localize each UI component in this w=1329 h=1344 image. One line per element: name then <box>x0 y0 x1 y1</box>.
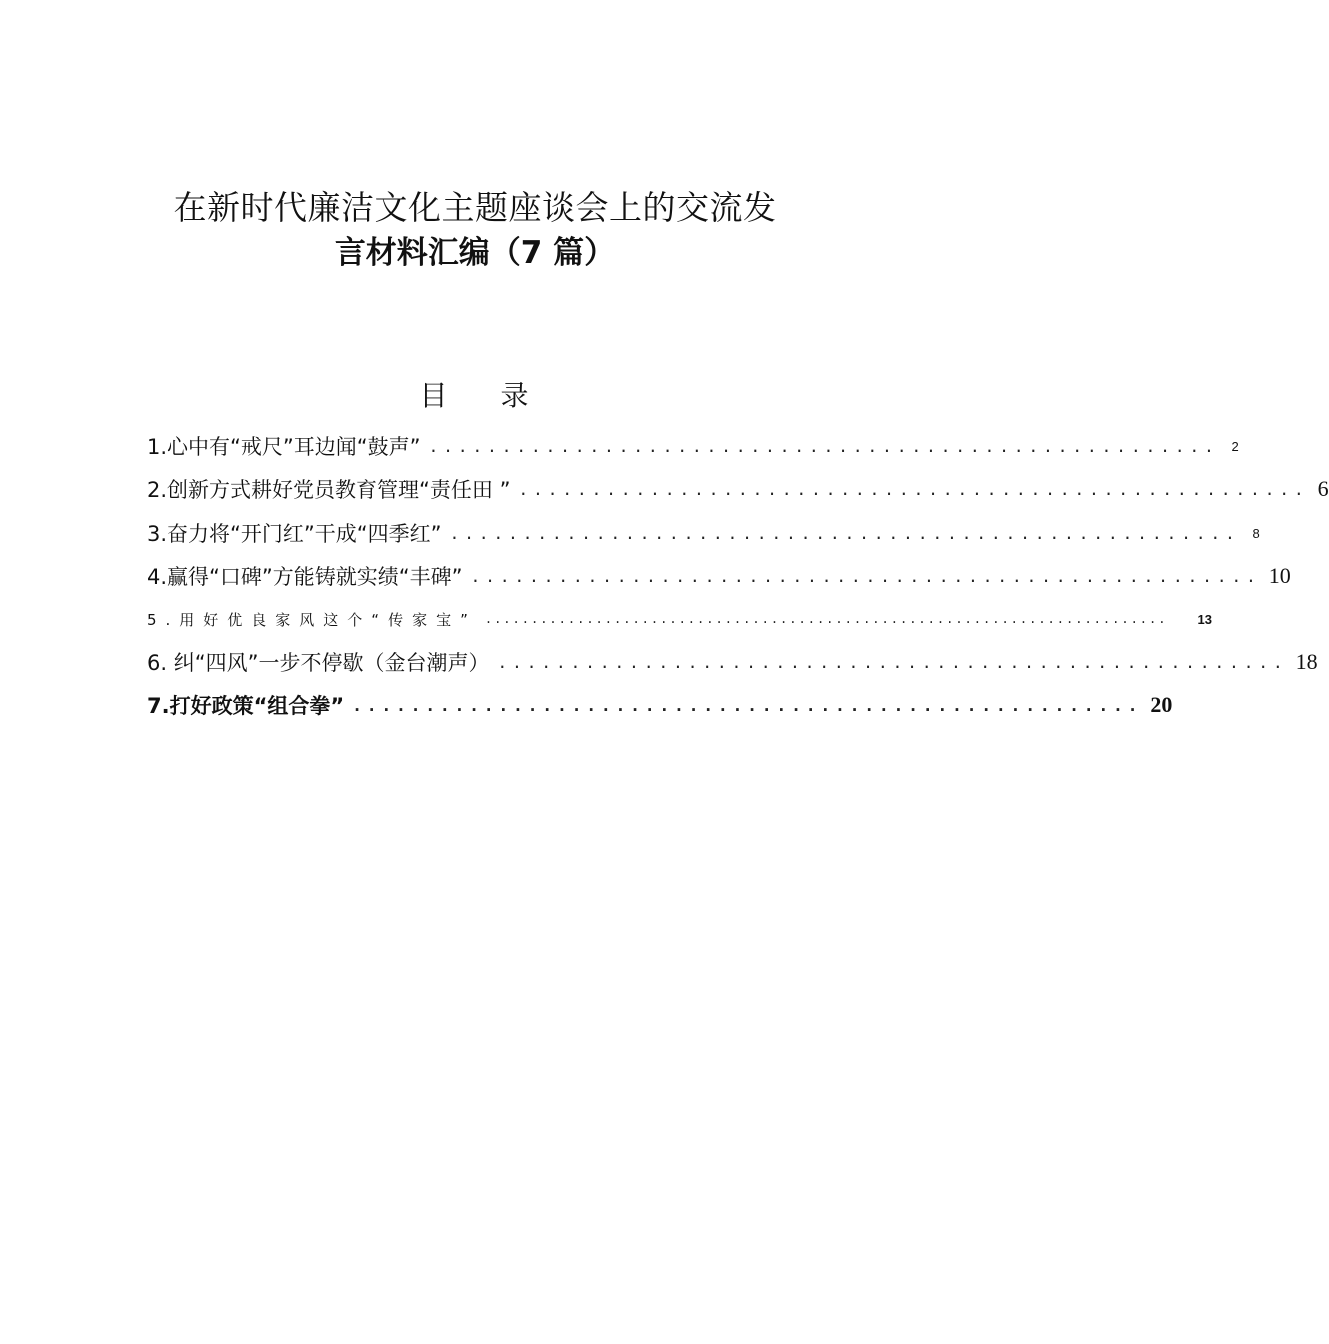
toc-entry-label: 2.创新方式耕好党员教育管理“责任田 ” <box>147 478 511 502</box>
toc-entry-label: 3.奋力将“开门红”干成“四季红” <box>147 522 442 546</box>
toc-entry[interactable] <box>147 559 1291 593</box>
toc-entry[interactable] <box>147 688 1173 722</box>
toc-heading: 目 录 <box>419 379 551 412</box>
toc-leader-dots: ...................................................... <box>518 479 1309 499</box>
toc-entry[interactable] <box>147 645 1318 679</box>
toc-leader-dots: ...................................................... <box>449 523 1240 543</box>
toc-entry-page: 6 <box>1317 476 1329 501</box>
toc-entry-page: 8 <box>1252 525 1260 541</box>
document-title-line2: 言材料汇编（7 篇） <box>334 235 616 271</box>
toc-entry[interactable] <box>147 516 1260 550</box>
toc-entry[interactable] <box>147 429 1239 463</box>
toc-entry-page: 10 <box>1268 563 1291 588</box>
toc-entry-label: 1.心中有“戒尺”耳边闻“鼓声” <box>147 435 421 459</box>
toc-entry[interactable] <box>147 472 1329 506</box>
toc-leader-dots: ...................................................... <box>352 695 1143 715</box>
toc-entry-label: 4.赢得“口碑”方能铸就实绩“丰碑” <box>147 565 463 589</box>
toc-entry-page: 2 <box>1231 438 1239 454</box>
toc-leader-dots: ...................................................... <box>470 566 1261 586</box>
toc-entry-page: 18 <box>1295 649 1318 674</box>
toc-leader-dots: ...................................................... <box>497 652 1288 672</box>
toc-leader-dots: ...................................................... <box>428 436 1219 456</box>
toc-entry-page: 20 <box>1150 692 1173 717</box>
document-title-line1: 在新时代廉洁文化主题座谈会上的交流发 <box>173 188 777 227</box>
toc-leader-dots: .......................................................................... <box>484 612 1168 626</box>
toc-entry-label: 5.用好优良家风这个“传家宝” <box>147 610 477 629</box>
toc-entry[interactable] <box>147 602 1212 636</box>
toc-entry-page: 13 <box>1197 611 1212 627</box>
toc-entry-label: 7.打好政策“组合拳” <box>147 694 345 718</box>
toc-entry-label: 6. 纠“四风”一步不停歇（金台潮声） <box>147 651 490 675</box>
